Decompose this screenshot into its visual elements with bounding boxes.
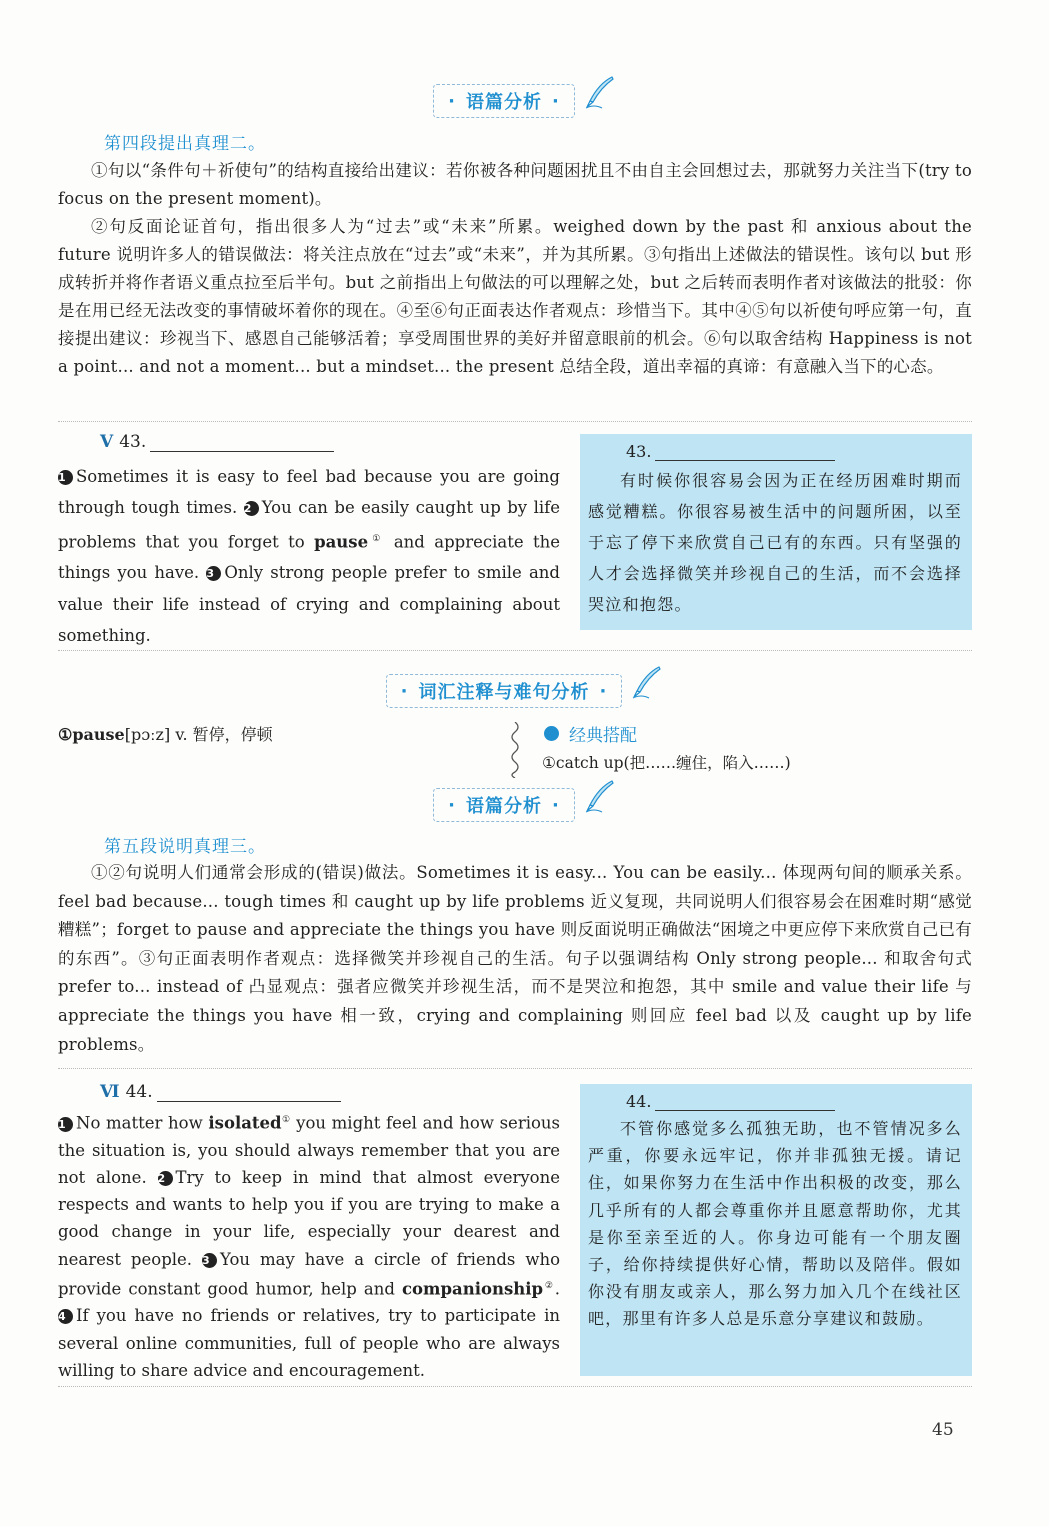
- analysis-banner-box: · 语篇分析 ·: [433, 788, 575, 822]
- vocab-note-pause: ①pause[pɔːz] v. 暂停，停顿: [58, 725, 273, 744]
- divider: [58, 1386, 972, 1387]
- answer-blank[interactable]: [150, 435, 334, 452]
- section4-para1: ①句以“条件句＋祈使句”的结构直接给出建议：若你被各种问题困扰且不由自主会回想过去，那就努力关注当下(try to focus on the present moment)。: [58, 161, 972, 208]
- question-43-number: Ⅴ 43.: [100, 432, 334, 452]
- translation-44-number: 44.: [626, 1092, 962, 1111]
- section5-para: ①②句说明人们通常会形成的(错误)做法。Sometimes it is easy... You can be easily... 体现两句间的顺承关系。feel bad because... tough times 和 caught up by life problems 近义复现，共同说明人们很容易会在困难时期“感觉糟糕”；forget to pause and appreciate the things you have 则反面说明正确做法“困境之中更应停下来欣赏自己已有的东西”。③句正面表明作者观点：选择微笑并珍视自己的生活。句子以强调结构 Only strong people... 和取舍句式 prefer to... instead of 凸显观点：强者应微笑并珍视生活，而不是哭泣和抱怨，其中 smile and value their life 与 appreciate the things you have 相一致，crying and complaining 则回应 feel bad 以及 caught up by life problems。: [58, 863, 972, 1054]
- question-44-text: 1 No matter how isolated① you might feel and how serious the situation is, you should always remember that you are not alone. 2 Try to keep in mind that almost everyone respects and wants to help you if you are trying to make a good change in your life, especially your dearest and nearest people. 3 You may have a circle of friends who provide constant good humor, help and companionship②. 4 If you have no friends or relatives, try to participate in several online communities, full of people who are always willing to share advice and encouragement.: [58, 1113, 561, 1380]
- banner-title: 语篇分析: [465, 92, 542, 113]
- quill-pen-icon: [582, 779, 616, 813]
- translation-43-text: 有时候你很容易会因为正在经历困难时期而感觉糟糕。你很容易被生活中的问题所困，以至于忘了停下来欣赏自己已有的东西。只有坚强的人才会选择微笑并珍视自己的生活，而不会选择哭泣和抱怨。: [588, 471, 962, 614]
- analysis-banner-2: [0, 788, 1049, 823]
- quill-pen-icon: [582, 75, 616, 109]
- banner-title: 语篇分析: [465, 796, 542, 817]
- question-44-number: Ⅵ 44.: [100, 1082, 341, 1102]
- answer-blank[interactable]: [157, 1085, 341, 1102]
- vocab-banner-box: · 词汇注释与难句分析 ·: [386, 674, 623, 708]
- vocab-word-pause: pause: [314, 532, 369, 552]
- vocab-word-companionship: companionship: [401, 1279, 544, 1299]
- bullet-dot-icon: [544, 726, 559, 741]
- collocation-item: ①catch up(把……缠住，陷入……): [542, 754, 791, 772]
- analysis-banner-box: · 语篇分析 ·: [433, 84, 575, 118]
- translation-box-43: [580, 434, 972, 630]
- translation-43-number: 43.: [626, 442, 962, 461]
- quill-pen-icon: [629, 665, 663, 699]
- section4-para2: ②句反面论证首句，指出很多人为“过去”或“未来”所累。weighed down by the past 和 anxious about the future 说明许多人的错误做法：将关注点放在“过去”或“未来”，并为其所累。③句指出上述做法的错误性。该句以 but 形成转折并将作者语义重点拉至后半句。but 之前指出上句做法的可以理解之处，but 之后转而表明作者对该做法的批驳：你是在用已经无法改变的事情破坏着你的现在。④至⑥句正面表达作者观点：珍惜当下。其中④⑤句以祈使句呼应第一句，直接提出建议：珍视当下、感恩自己能够活着；享受周围世界的美好并留意眼前的机会。⑥句以取舍结构 Happiness is not a point... and not a moment... but a mindset... the present 总结全段，道出幸福的真谛：有意融入当下的心态。: [58, 217, 972, 376]
- collocation-heading: 经典搭配: [544, 721, 637, 746]
- page-number: 45: [932, 1420, 954, 1440]
- divider: [58, 650, 972, 651]
- banner-title: 词汇注释与难句分析: [418, 682, 590, 703]
- section5-heading: 第五段说明真理三。: [104, 837, 266, 857]
- vocab-word-isolated: isolated: [208, 1113, 282, 1133]
- wavy-divider: [508, 722, 522, 778]
- divider: [58, 421, 972, 422]
- translation-44-text: 不管你感觉多么孤独无助，也不管情况多么严重，你要永远牢记，你并非孤独无援。请记住，如果你努力在生活中作出积极的改变，那么几乎所有的人都会尊重你并且愿意帮助你，尤其是你至亲至近的人。你身边可能有一个朋友圈子，给你持续提供好心情，帮助以及陪伴。假如你没有朋友或亲人，那么努力加入几个在线社区吧，那里有许多人总是乐意分享建议和鼓励。: [588, 1119, 962, 1329]
- analysis-banner-1: [0, 84, 1049, 119]
- section4-heading: 第四段提出真理二。: [104, 134, 266, 154]
- vocab-banner: [0, 674, 1049, 709]
- translation-box-44: [580, 1084, 972, 1376]
- divider: [58, 1068, 972, 1069]
- question-43-text: 1 Sometimes it is easy to feel bad because you are going through tough times. 2 You can be easily caught up by life problems that you forget to pause① and appreciate the things you have. 3 Only strong people prefer to smile and value their life instead of crying and complaining about something.: [58, 467, 561, 645]
